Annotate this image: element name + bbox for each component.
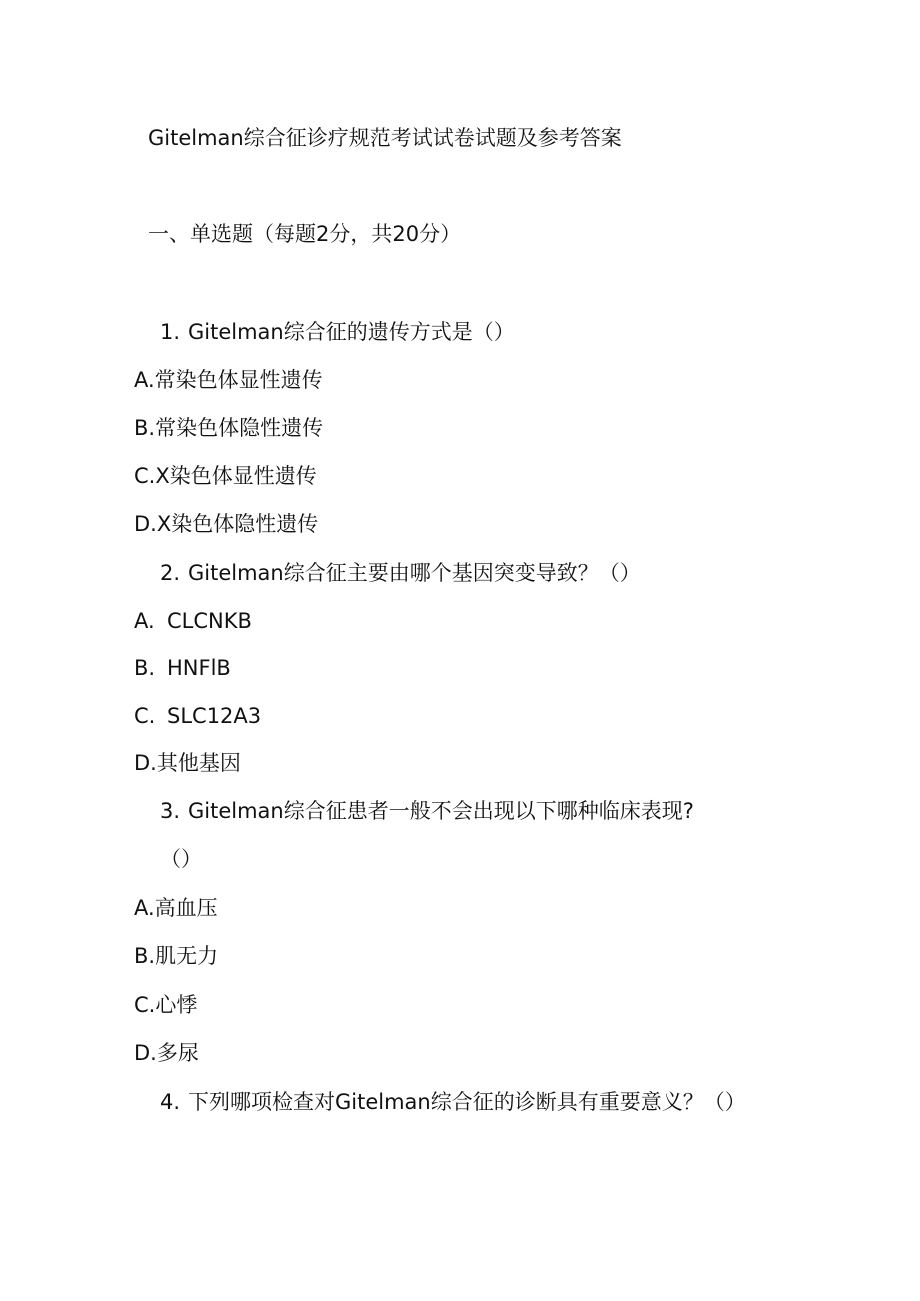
question-3-option-d	[134, 1039, 199, 1067]
question-number: 1.	[160, 320, 181, 344]
question-number: 2.	[160, 561, 181, 585]
question-3-option-c	[134, 991, 197, 1019]
option-letter: B.	[134, 416, 156, 440]
question-3-option-b	[134, 942, 218, 970]
section-heading: 一、单选题（每题2分，共20分）	[148, 222, 462, 246]
option-text: 常染色体显性遗传	[154, 368, 323, 392]
option-letter: B.	[134, 656, 156, 680]
option-text: 常染色体隐性遗传	[155, 416, 324, 440]
question-text: 下列哪项检查对Gitelman综合征的诊断具有重要意义？（）	[188, 1090, 746, 1114]
option-letter: C.	[134, 704, 156, 728]
question-2-option-c	[134, 702, 261, 730]
question-1	[160, 318, 515, 346]
option-text: 心悸	[155, 993, 198, 1017]
option-letter: C.	[134, 464, 156, 488]
question-2-option-a	[134, 607, 252, 635]
option-letter: A.	[134, 896, 155, 920]
question-3-option-a	[134, 894, 218, 922]
option-text: 肌无力	[155, 944, 219, 968]
option-text: 其他基因	[156, 751, 241, 775]
option-letter: B.	[134, 944, 156, 968]
option-text: 高血压	[154, 896, 218, 920]
option-text: HNFlB	[167, 656, 231, 680]
question-4	[160, 1088, 746, 1116]
option-letter: A.	[134, 609, 155, 633]
option-text: 多尿	[156, 1041, 199, 1065]
document-title: Gitelman综合征诊疗规范考试试卷试题及参考答案	[148, 126, 622, 150]
question-text: Gitelman综合征的遗传方式是（）	[188, 320, 515, 344]
question-text: Gitelman综合征主要由哪个基因突变导致？（）	[188, 561, 641, 585]
option-text: CLCNKB	[167, 609, 252, 633]
question-2	[160, 559, 641, 587]
option-letter: C.	[134, 993, 156, 1017]
option-letter: D.	[134, 1041, 157, 1065]
question-1-option-a	[134, 366, 323, 394]
question-3-continuation: （）	[160, 847, 202, 871]
question-text: Gitelman综合征患者一般不会出现以下哪种临床表现?	[188, 799, 694, 823]
option-letter: A.	[134, 368, 155, 392]
option-text: X染色体显性遗传	[155, 464, 317, 488]
question-2-option-b	[134, 654, 231, 682]
question-1-option-c	[134, 462, 317, 490]
option-text: X染色体隐性遗传	[156, 512, 319, 536]
option-text: SLC12A3	[167, 704, 262, 728]
question-1-option-d	[134, 510, 318, 538]
question-1-option-b	[134, 414, 323, 442]
question-3	[160, 797, 694, 825]
question-number: 4.	[160, 1090, 181, 1114]
question-number: 3.	[160, 799, 181, 823]
question-2-option-d	[134, 749, 241, 777]
option-letter: D.	[134, 512, 157, 536]
option-letter: D.	[134, 751, 157, 775]
